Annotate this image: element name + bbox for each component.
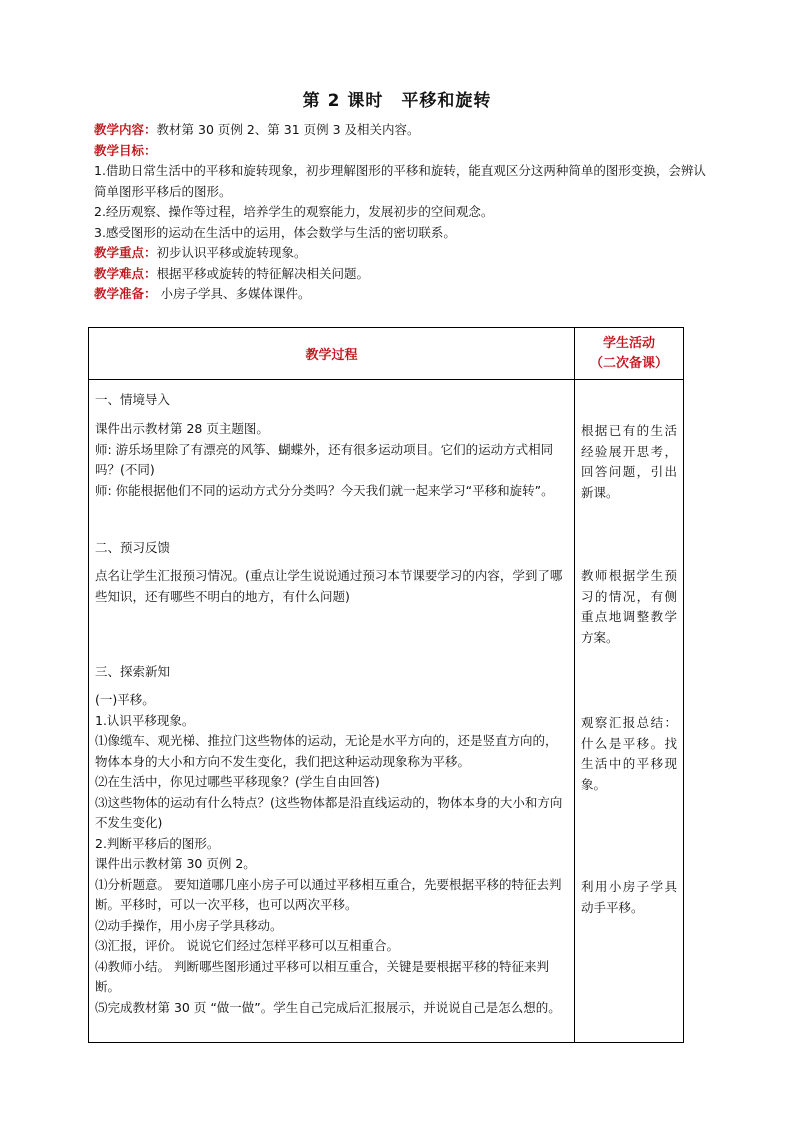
explore-line-10: ⑶汇报，评价。 说说它们经过怎样平移可以互相重合。 [95,938,399,953]
intro-line-3: 师: 你能根据他们不同的运动方式分分类吗？今天我们就一起来学习“平移和旋转”。 [95,482,554,498]
goal-3: 3.感受图形的运动在生活中的运用，体会数学与生活的密切联系。 [94,224,456,240]
teaching-preparation [94,284,714,305]
activity-intro: 根据已有的生活经验展开思考，回答问题，引出新课。 [581,423,677,500]
explore-line-5: ⑶这些物体的运动有什么特点？(这些物体都是沿直线运动的，物体本身的大小和方向不发生变化) [95,794,563,830]
section-heading-1: 一、情境导入 [95,392,171,407]
header-divider [89,379,683,380]
teaching-content-text: 教材第 30 页例 2、第 31 页例 3 及相关内容。 [156,122,420,137]
teaching-goals-label: 教学目标： [94,142,157,158]
column-divider [574,328,575,1042]
explore-line-4: ⑵在生活中，你见过哪些平移现象？(学生自由回答) [95,774,380,789]
header-student-activity-line2: （二次备课） [589,355,668,371]
lesson-table [88,327,684,1043]
header-teaching-process: 教学过程 [305,348,358,363]
preparation-label: 教学准备： [94,286,157,301]
key-point-label: 教学重点： [94,245,157,260]
block-intro [95,419,569,501]
teaching-content-label: 教学内容： [94,122,157,137]
explore-line-1: (一)平移。 [95,692,155,707]
activity-handson: 利用小房子学具动手平移。 [581,879,677,915]
explore-line-9: ⑵动手操作，用小房子学具移动。 [95,917,283,933]
block-preview [95,566,569,607]
difficulty-label: 教学难点： [94,265,157,281]
explore-line-2: 1.认识平移现象。 [95,712,195,728]
teaching-content [94,120,714,141]
lesson-meta [94,120,714,305]
explore-line-6: 2.判断平移后的图形。 [95,835,220,851]
activity-preview: 教师根据学生预习的情况，有侧重点地调整教学方案。 [581,568,677,645]
explore-line-12: ⑸完成教材第 30 页 “做一做”。学生自己完成后汇报展示，并说说自己是怎么想的。 [95,999,561,1015]
section-heading-3: 三、探索新知 [95,664,171,679]
explore-line-3: ⑴像缆车、观光梯、推拉门这些物体的运动，无论是水平方向的，还是竖直方向的，物体本身的大小和方向不发生变化，我们把这种运动现象称为平移。 [95,733,558,769]
preparation-text: 小房子学具、多媒体课件。 [156,286,311,301]
page-title: 第 2 课时 平移和旋转 [302,91,492,111]
explore-line-8: ⑴分析题意。 要知道哪几座小房子可以通过平移相互重合，先要根据平移的特征去判断。平移时，可以一次平移，也可以两次平移。 [95,876,562,912]
explore-line-11: ⑷教师小结。 判断哪些图形通过平移可以相互重合，关键是要根据平移的特征来判断。 [95,958,549,994]
block-explore [95,690,569,1018]
teaching-difficulty [94,264,714,285]
preview-line-1: 点名让学生汇报预习情况。(重点让学生说说通过预习本节课要学习的内容，学到了哪些知识，还有哪些不明白的地方，有什么问题) [95,568,563,604]
explore-line-7: 课件出示教材第 30 页例 2。 [95,856,256,871]
header-student-activity-line1: 学生活动 [602,335,655,351]
teaching-key-point [94,243,714,264]
section-heading-2: 二、预习反馈 [95,540,171,555]
key-point-text: 初步认识平移或旋转现象。 [156,245,307,260]
goal-2: 2.经历观察、操作等过程，培养学生的观察能力，发展初步的空间观念。 [94,204,494,219]
intro-line-2: 师: 游乐场里除了有漂亮的风筝、蝴蝶外，还有很多运动项目。它们的运动方式相同吗？(不同) [95,441,554,477]
header-student-activity [575,328,683,379]
goal-1: 1.借助日常生活中的平移和旋转现象，初步理解图形的平移和旋转，能直观区分这两种简单的图形变换，会辨认简单图形平移后的图形。 [94,163,706,199]
intro-line-1: 课件出示教材第 28 页主题图。 [95,421,269,436]
activity-explore: 观察汇报总结：什么是平移。找生活中的平移现象。 [581,715,677,792]
difficulty-text: 根据平移或旋转的特征解决相关问题。 [156,265,370,281]
